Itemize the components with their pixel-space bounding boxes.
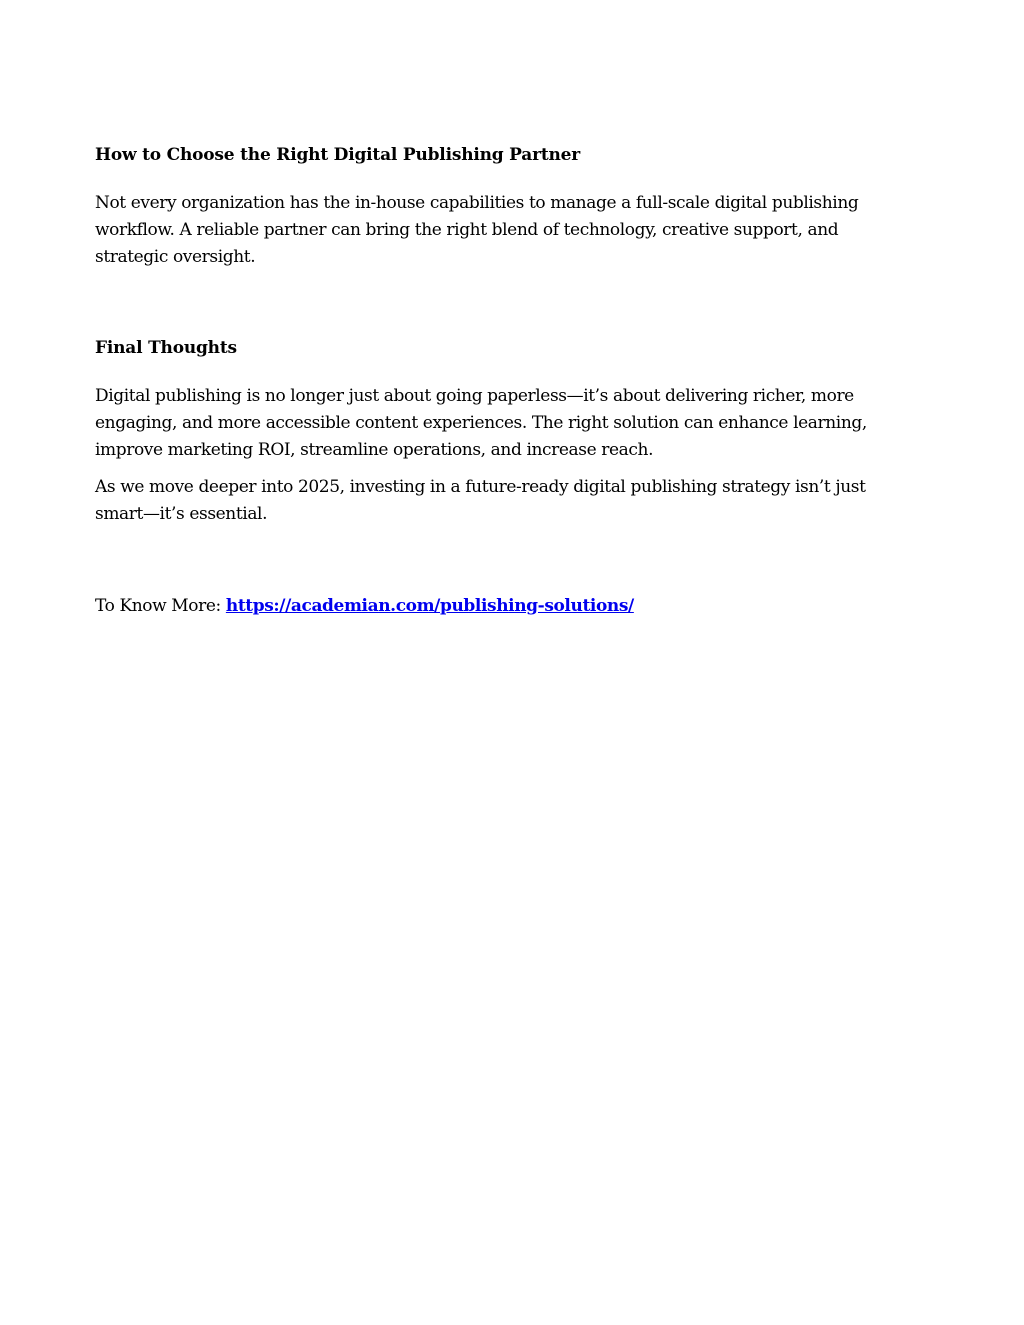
publishing-solutions-link[interactable]: https://academian.com/publishing-solutions/	[225, 596, 634, 616]
paragraph-final-thoughts-1: Digital publishing is no longer just about going paperless—it’s about delivering richer, more engaging, and more accessible content experiences. The right solution can enhance learning, improve marketing ROI, streamline operations, and increase reach.	[95, 386, 867, 460]
section-heading-choose-partner: How to Choose the Right Digital Publishing Partner	[95, 145, 581, 165]
know-more-label: To Know More:	[95, 596, 226, 616]
document-content	[95, 143, 895, 620]
paragraph-final-thoughts-2: As we move deeper into 2025, investing in a future-ready digital publishing strategy isn’t just smart—it’s essential.	[95, 477, 866, 524]
paragraph-partner-intro: Not every organization has the in-house capabilities to manage a full-scale digital publishing workflow. A reliable partner can bring the right blend of technology, creative support, and strategic oversight.	[95, 193, 859, 267]
section-heading-final-thoughts: Final Thoughts	[95, 338, 237, 358]
know-more-line	[95, 593, 895, 620]
